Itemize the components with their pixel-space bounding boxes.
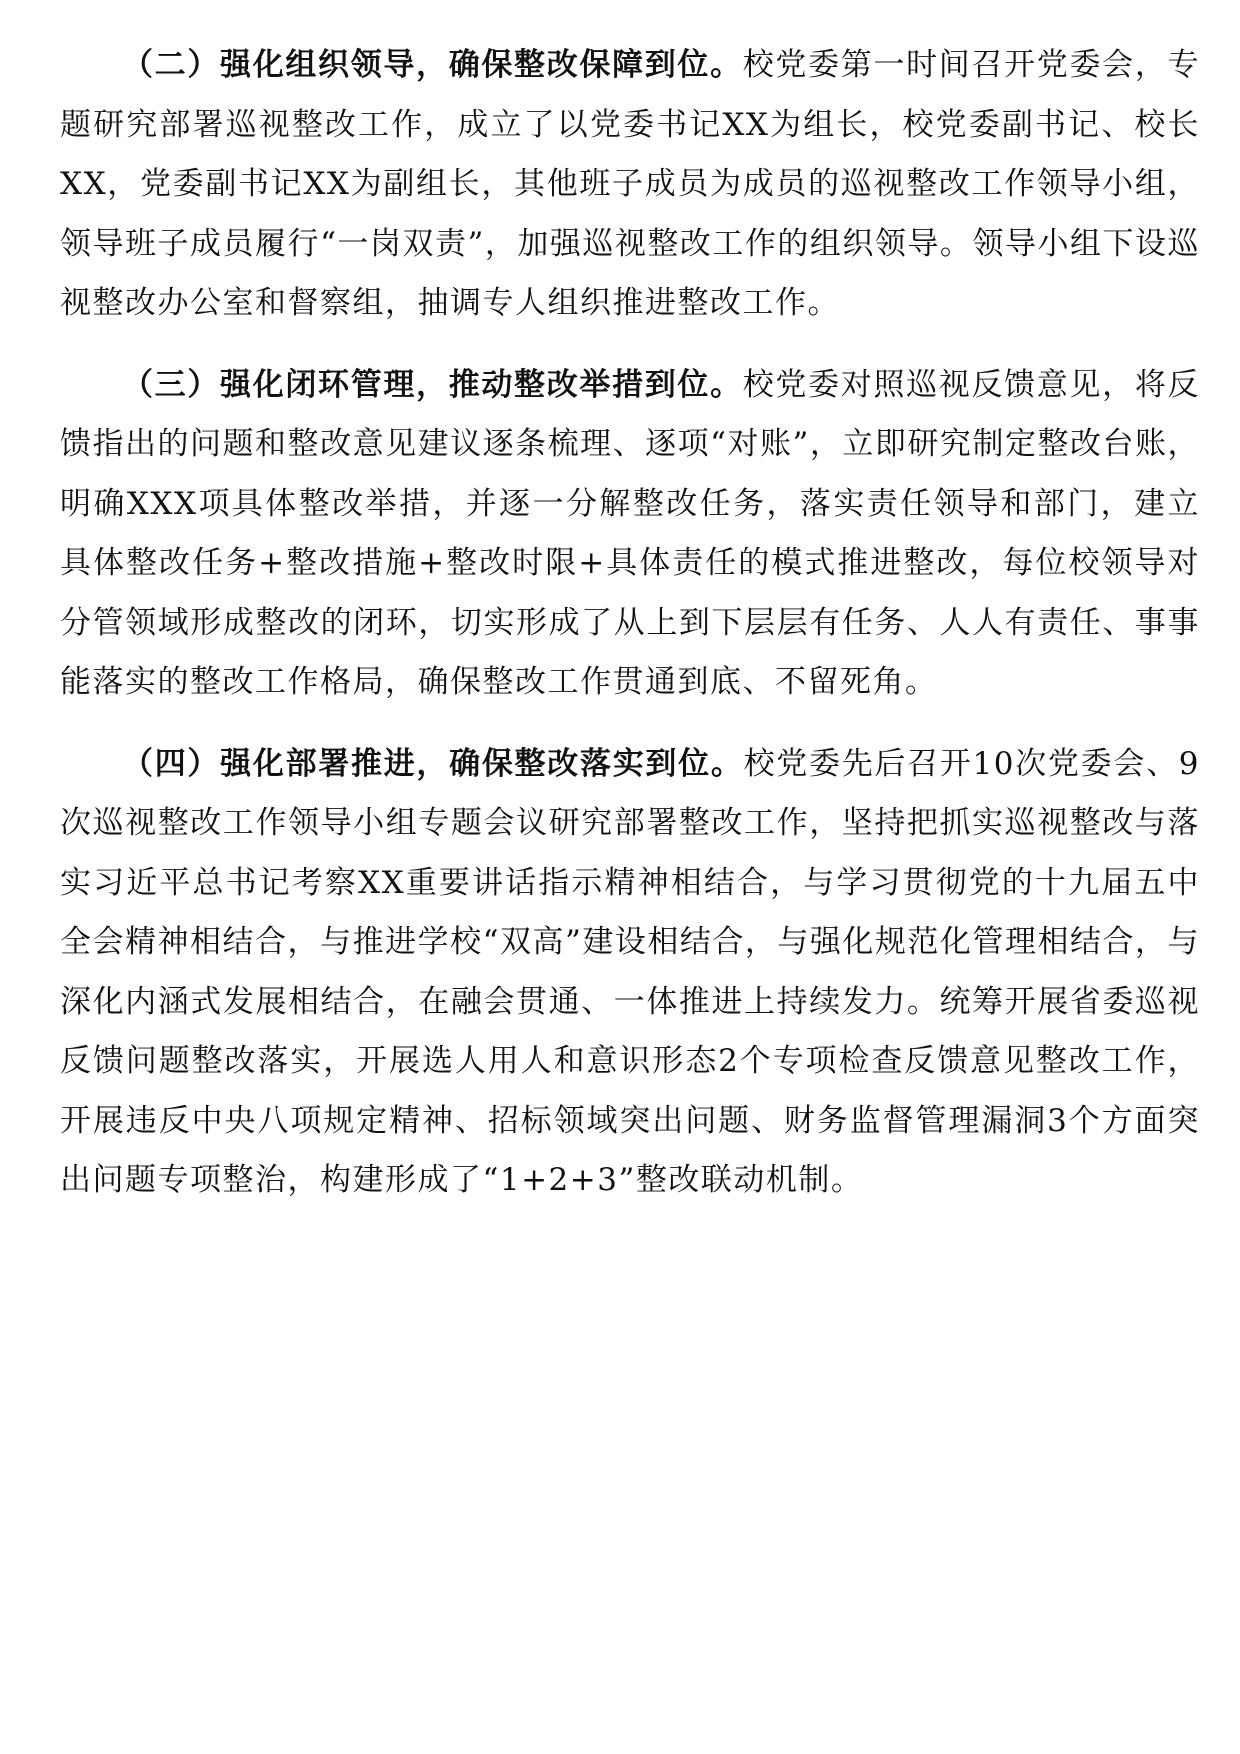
section-body-2: 校党委第一时间召开党委会，专题研究部署巡视整改工作，成立了以党委书记XX为组长，校党委副书记、校长XX，党委副书记XX为副组长，其他班子成员为成员的巡视整改工作领导小组，领导班子成员履行“一岗双责”，加强巡视整改工作的组织领导。领导小组下设巡视整改办公室和督察组，抽调专人组织推进整改工作。 bbox=[60, 47, 1200, 321]
section-heading-3: （三）强化闭环管理，推动整改举措到位。 bbox=[122, 366, 743, 403]
section-paragraph-2 bbox=[60, 36, 1200, 334]
section-paragraph-4 bbox=[60, 735, 1200, 1211]
section-body-3: 校党委对照巡视反馈意见，将反馈指出的问题和整改意见建议逐条梳理、逐项“对账”，立即研究制定整改台账，明确XXX项具体整改举措，并逐一分解整改任务，落实责任领导和部门，建立具体整改任务+整改措施+整改时限+具体责任的模式推进整改，每位校领导对分管领域形成整改的闭环，切实形成了从上到下层层有任务、人人有责任、事事能落实的整改工作格局，确保整改工作贯通到底、不留死角。 bbox=[60, 366, 1200, 700]
section-heading-4: （四）强化部署推进，确保整改落实到位。 bbox=[122, 745, 744, 782]
section-heading-2: （二）强化组织领导，确保整改保障到位。 bbox=[122, 47, 743, 83]
section-body-4: 校党委先后召开10次党委会、9次巡视整改工作领导小组专题会议研究部署整改工作，坚持把抓实巡视整改与落实习近平总书记考察XX重要讲话指示精神相结合，与学习贯彻党的十九届五中全会精神相结合，与推进学校“双高”建设相结合，与强化规范化管理相结合，与深化内涵式发展相结合，在融会贯通、一体推进上持续发力。统筹开展省委巡视反馈问题整改落实，开展选人用人和意识形态2个专项检查反馈意见整改工作，开展违反中央八项规定精神、招标领域突出问题、财务监督管理漏洞3个方面突出问题专项整治，构建形成了“1+2+3”整改联动机制。 bbox=[60, 745, 1201, 1198]
section-paragraph-3 bbox=[60, 356, 1200, 713]
